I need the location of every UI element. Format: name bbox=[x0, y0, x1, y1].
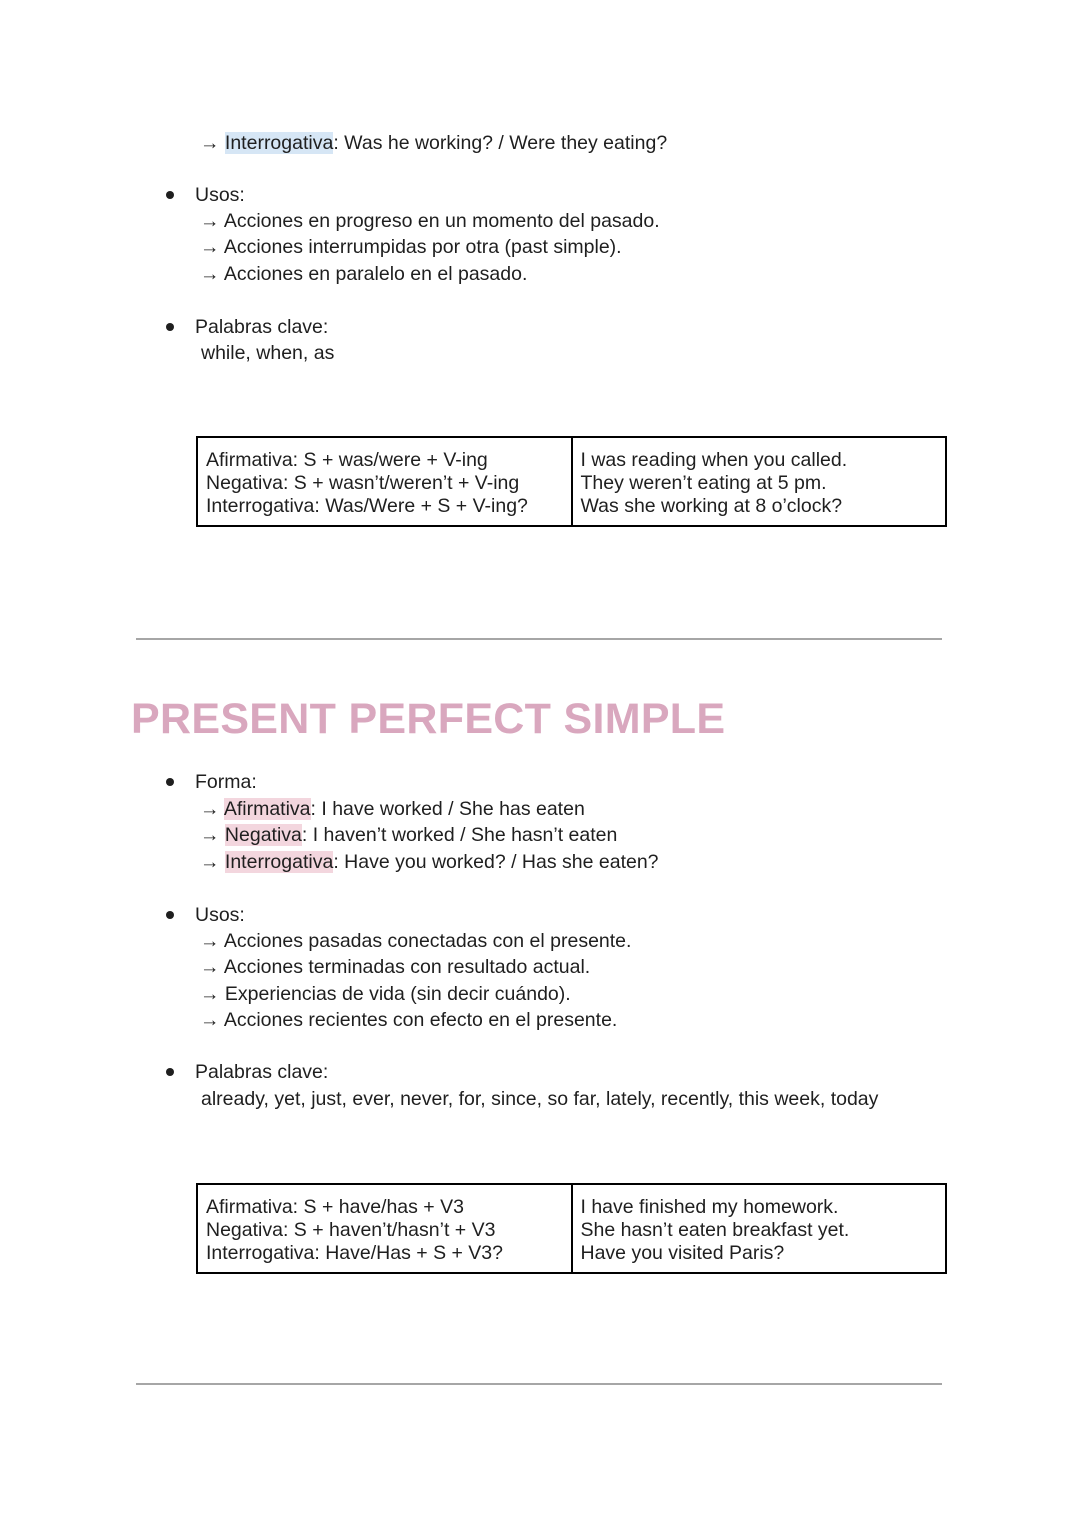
usos-item: → Acciones interrumpidas por otra (past simple). bbox=[200, 236, 622, 258]
example-line: Have you visited Paris? bbox=[580, 1242, 785, 1264]
palabras-clave-text: already, yet, just, ever, never, for, since, so far, lately, recently, this week, today bbox=[201, 1088, 879, 1110]
examples-cell bbox=[572, 1184, 947, 1273]
usos-label: Usos: bbox=[195, 904, 245, 926]
arrow-glyph: → bbox=[200, 132, 220, 154]
palabras-clave-label: Palabras clave: bbox=[195, 1061, 329, 1083]
arrow-glyph: → bbox=[200, 824, 220, 846]
structure-cell bbox=[197, 437, 572, 526]
grammar-table bbox=[196, 436, 947, 527]
bullet-icon bbox=[166, 323, 174, 331]
table-row bbox=[197, 1184, 946, 1273]
bullet-icon bbox=[166, 778, 174, 786]
bullet-icon bbox=[166, 191, 174, 199]
example-text: : Have you worked? / Has she eaten? bbox=[333, 851, 659, 873]
usos-item: → Acciones recientes con efecto en el presente. bbox=[200, 1009, 618, 1031]
structure-line: Negativa: S + haven’t/hasn’t + V3 bbox=[206, 1219, 496, 1241]
structure-cell bbox=[197, 1184, 572, 1273]
forma-interrogativa-line bbox=[200, 849, 659, 875]
bullet-icon bbox=[166, 1068, 174, 1076]
example-line: I have finished my homework. bbox=[580, 1196, 839, 1218]
forma-negativa-line bbox=[200, 822, 617, 848]
arrow-glyph: → bbox=[200, 851, 220, 873]
usos-item: → Acciones pasadas conectadas con el presente. bbox=[200, 930, 632, 952]
forma-label: Forma: bbox=[195, 771, 257, 793]
usos-item: → Experiencias de vida (sin decir cuándo). bbox=[200, 983, 571, 1005]
highlighted-label: Interrogativa bbox=[224, 132, 334, 154]
table-row bbox=[197, 437, 946, 526]
structure-line: Interrogativa: Have/Has + S + V3? bbox=[206, 1242, 503, 1264]
highlighted-label: Afirmativa bbox=[223, 798, 311, 820]
example-line: Was she working at 8 o’clock? bbox=[580, 495, 843, 517]
example-line: I was reading when you called. bbox=[580, 449, 848, 471]
structure-line: Negativa: S + wasn’t/weren’t + V-ing bbox=[206, 472, 520, 494]
section-divider bbox=[136, 638, 942, 640]
structure-line: Afirmativa: S + was/were + V-ing bbox=[206, 449, 488, 471]
palabras-clave-text: while, when, as bbox=[201, 342, 335, 364]
example-text: : Was he working? / Were they eating? bbox=[333, 132, 668, 154]
highlighted-label: Negativa bbox=[224, 824, 302, 846]
usos-item: → Acciones en progreso en un momento del pasado. bbox=[200, 210, 660, 232]
forma-interrogativa-line bbox=[200, 130, 667, 156]
example-line: She hasn’t eaten breakfast yet. bbox=[580, 1219, 850, 1241]
example-text: : I haven’t worked / She hasn’t eaten bbox=[301, 824, 618, 846]
forma-afirmativa-line bbox=[200, 796, 585, 822]
grammar-table bbox=[196, 1183, 947, 1274]
highlighted-label: Interrogativa bbox=[224, 851, 334, 873]
section-title: PRESENT PERFECT SIMPLE bbox=[131, 695, 726, 743]
example-line: They weren’t eating at 5 pm. bbox=[580, 472, 827, 494]
examples-cell bbox=[572, 437, 947, 526]
structure-line: Interrogativa: Was/Were + S + V-ing? bbox=[206, 495, 528, 517]
bullet-icon bbox=[166, 911, 174, 919]
section-divider bbox=[136, 1383, 942, 1385]
example-text: : I have worked / She has eaten bbox=[310, 798, 585, 820]
usos-label: Usos: bbox=[195, 184, 245, 206]
usos-item: → Acciones terminadas con resultado actual. bbox=[200, 956, 591, 978]
structure-line: Afirmativa: S + have/has + V3 bbox=[206, 1196, 464, 1218]
palabras-clave-label: Palabras clave: bbox=[195, 316, 329, 338]
usos-item: → Acciones en paralelo en el pasado. bbox=[200, 263, 528, 285]
arrow-glyph: → bbox=[200, 798, 220, 820]
